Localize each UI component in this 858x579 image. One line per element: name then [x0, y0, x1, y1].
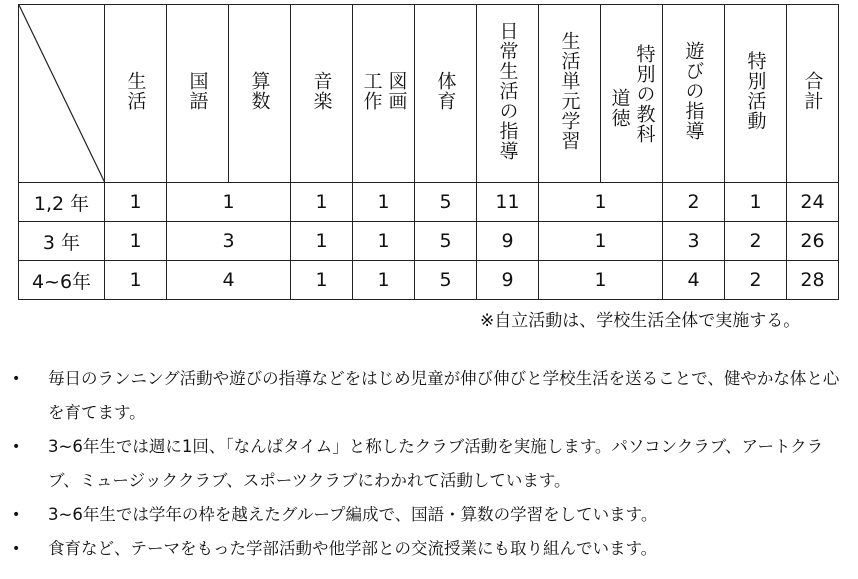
table-row	[19, 261, 839, 300]
list-item-text: 毎日のランニング活動や遊びの指導などをはじめ児童が伸び伸びと学校生活を送ることで、健やかな体と心を育てます。	[48, 369, 840, 422]
cell-ongaku: 1	[291, 222, 353, 261]
cell-nichijo: 11	[477, 183, 539, 222]
header-kokugo: 国語	[167, 5, 229, 183]
table-footnote: ※自立活動は、学校生活全体で実施する。	[480, 311, 801, 331]
cell-tangen-dotoku: 1	[539, 183, 663, 222]
cell-taiiku: 5	[415, 183, 477, 222]
cell-nichijo: 9	[477, 222, 539, 261]
grade-cell: 3 年	[19, 222, 105, 261]
grade-cell: 4~6年	[19, 261, 105, 300]
cell-seikatsu: 1	[105, 261, 167, 300]
header-tangen: 生活単元学習	[539, 5, 601, 183]
header-asobi: 遊びの指導	[663, 5, 725, 183]
cell-kokugo-sansu: 1	[167, 183, 291, 222]
table-header-row	[19, 5, 839, 183]
cell-zuga: 1	[353, 183, 415, 222]
cell-gokei: 28	[787, 261, 839, 300]
cell-tokkatsu: 2	[725, 261, 787, 300]
bullet-list	[0, 362, 858, 566]
list-item-text: 3~6年生では学年の枠を越えたグループ編成で、国語・算数の学習をしています。	[48, 505, 658, 524]
list-item	[0, 430, 858, 498]
cell-gokei: 26	[787, 222, 839, 261]
cell-ongaku: 1	[291, 261, 353, 300]
cell-kokugo-sansu: 4	[167, 261, 291, 300]
cell-tangen-dotoku: 1	[539, 261, 663, 300]
header-ongaku: 音楽	[291, 5, 353, 183]
bullet-icon: •	[12, 371, 21, 387]
cell-seikatsu: 1	[105, 222, 167, 261]
cell-nichijo: 9	[477, 261, 539, 300]
header-taiiku: 体育	[415, 5, 477, 183]
bullet-icon: •	[12, 439, 21, 455]
list-item	[0, 362, 858, 430]
list-item	[0, 498, 858, 532]
header-tokubetsu-kyoka: 特別の教科 道徳	[601, 5, 663, 183]
diagonal-corner-cell	[19, 5, 105, 183]
cell-gokei: 24	[787, 183, 839, 222]
header-gokei: 合計	[787, 5, 839, 183]
cell-tokkatsu: 2	[725, 222, 787, 261]
cell-asobi: 2	[663, 183, 725, 222]
table-row	[19, 183, 839, 222]
header-tokkatsu: 特別活動	[725, 5, 787, 183]
list-item	[0, 532, 858, 566]
list-item-text: 食育など、テーマをもった学部活動や他学部との交流授業にも取り組んでいます。	[48, 539, 658, 558]
bullet-icon: •	[12, 541, 21, 557]
table-row	[19, 222, 839, 261]
cell-asobi: 3	[663, 222, 725, 261]
grade-cell: 1,2 年	[19, 183, 105, 222]
cell-tokkatsu: 1	[725, 183, 787, 222]
cell-asobi: 4	[663, 261, 725, 300]
list-item-text: 3~6年生では週に1回、「なんばタイム」と称したクラブ活動を実施します。パソコンクラブ、アートクラブ、ミュージッククラブ、スポーツクラブにわかれて活動しています。	[48, 437, 824, 490]
header-seikatsu: 生活	[105, 5, 167, 183]
cell-zuga: 1	[353, 222, 415, 261]
cell-ongaku: 1	[291, 183, 353, 222]
header-sansu: 算数	[229, 5, 291, 183]
curriculum-table	[18, 4, 839, 300]
header-nichijo: 日常生活の指導	[477, 5, 539, 183]
cell-kokugo-sansu: 3	[167, 222, 291, 261]
cell-seikatsu: 1	[105, 183, 167, 222]
cell-zuga: 1	[353, 261, 415, 300]
cell-tangen-dotoku: 1	[539, 222, 663, 261]
cell-taiiku: 5	[415, 222, 477, 261]
header-zuga-kosaku: 図画 工作	[353, 5, 415, 183]
bullet-icon: •	[12, 507, 21, 523]
cell-taiiku: 5	[415, 261, 477, 300]
